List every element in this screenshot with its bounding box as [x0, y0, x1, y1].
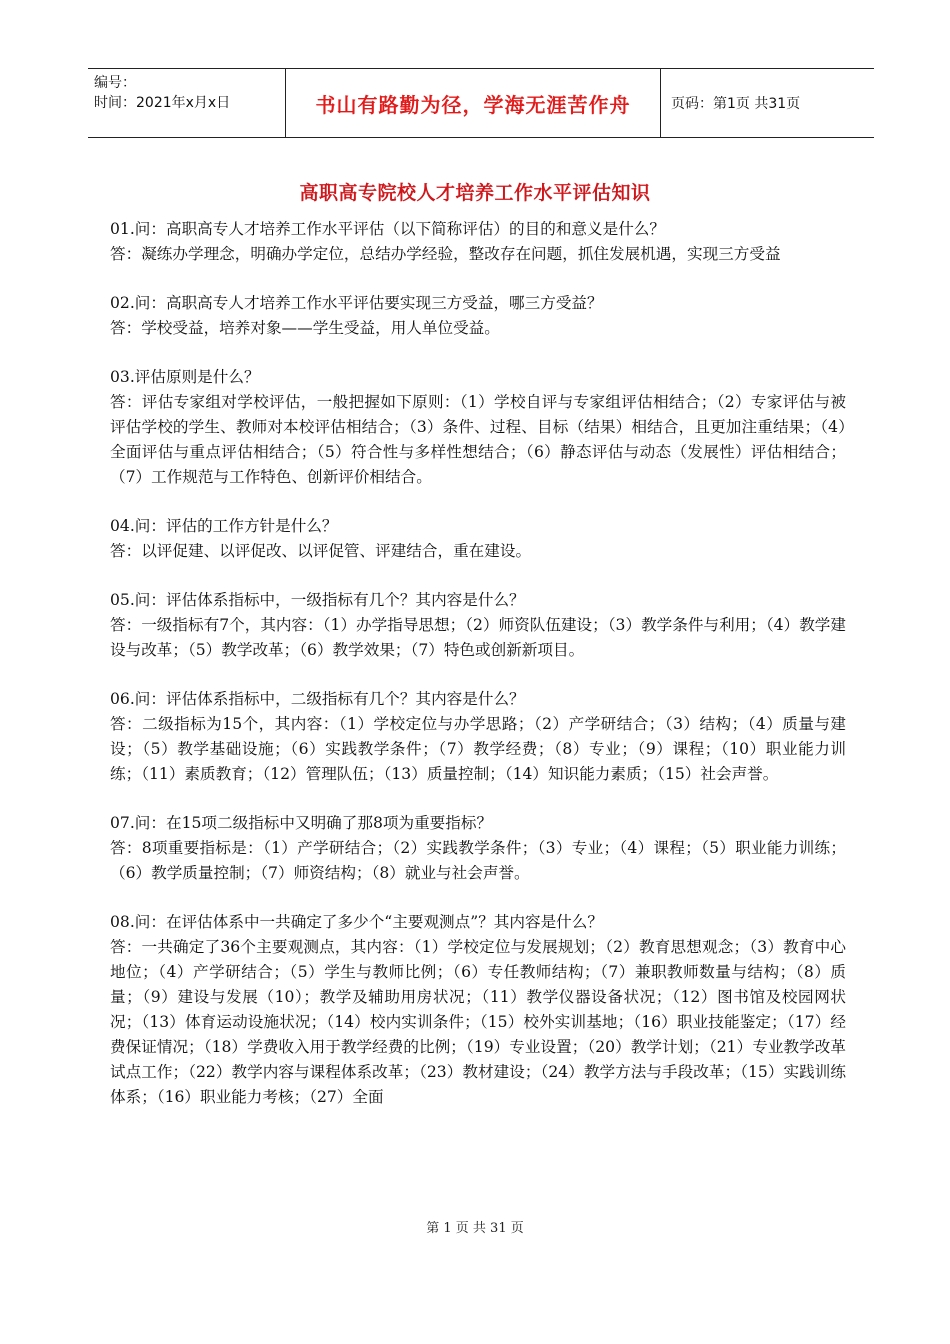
question: 04.问：评估的工作方针是什么？: [110, 517, 338, 535]
answer: 答：凝练办学理念，明确办学定位，总结办学经验，整改存在问题，抓住发展机遇，实现三方受益: [110, 245, 781, 263]
answer: 答：二级指标为15个，其内容：（1）学校定位与办学思路；（2）产学研结合；（3）结构；（4）质量与建设；（5）教学基础设施；（6）实践教学条件；（7）教学经费；（8）专业；（9）课程；（10）职业能力训练；（11）素质教育；（12）管理队伍；（13）质量控制；（14）知识能力素质；（15）社会声誉。: [110, 715, 846, 783]
document-number: 编号：: [94, 75, 136, 91]
qa-item: [110, 365, 846, 490]
answer: 答：一级指标有7个，其内容：（1）办学指导思想；（2）师资队伍建设；（3）教学条件与利用；（4）教学建设与改革；（5）教学改革；（6）教学效果；（7）特色或创新新项目。: [110, 616, 846, 659]
answer: 答：一共确定了36个主要观测点，其内容：（1）学校定位与发展规划；（2）教育思想观念；（3）教育中心地位；（4）产学研结合；（5）学生与教师比例；（6）专任教师结构；（7）兼职教师数量与结构；（8）质量；（9）建设与发展（10）；教学及辅助用房状况；（11）教学仪器设备状况；（12）图书馆及校园网状况；（13）体育运动设施状况；（14）校内实训条件；（15）校外实训基地；（16）职业技能鉴定；（17）经费保证情况；（18）学费收入用于教学经费的比例；（19）专业设置；（20）教学计划；（21）专业教学改革试点工作；（22）教学内容与课程体系改革；（23）教材建设；（24）教学方法与手段改革；（15）实践训练体系；（16）职业能力考核；（27）全面: [110, 938, 846, 1106]
question: 01.问：高职高专人才培养工作水平评估（以下简称评估）的目的和意义是什么？: [110, 220, 665, 238]
answer: 答：学校受益，培养对象——学生受益，用人单位受益。: [110, 319, 500, 337]
qa-item: [110, 910, 846, 1110]
answer: 答：以评促建、以评促改、以评促管、评建结合，重在建设。: [110, 542, 532, 560]
page-header: [88, 68, 874, 138]
question: 05.问：评估体系指标中，一级指标有几个？其内容是什么？: [110, 591, 525, 609]
question: 02.问：高职高专人才培养工作水平评估要实现三方受益，哪三方受益？: [110, 294, 603, 312]
question: 03.评估原则是什么？: [110, 368, 260, 386]
qa-item: [110, 811, 846, 886]
qa-item: [110, 217, 846, 267]
header-meta: [88, 69, 286, 137]
document-title: 高职高专院校人才培养工作水平评估知识: [299, 182, 651, 204]
header-page-info: 页码：第1页 共31页: [671, 96, 801, 112]
answer: 答：8项重要指标是：（1）产学研结合；（2）实践教学条件；（3）专业；（4）课程；（5）职业能力训练；（6）教学质量控制；（7）师资结构；（8）就业与社会声誉。: [110, 839, 846, 882]
answer: 答：评估专家组对学校评估，一般把握如下原则：（1）学校自评与专家组评估相结合；（2）专家评估与被评估学校的学生、教师对本校评估相结合；（3）条件、过程、目标（结果）相结合，且更加注重结果；（4）全面评估与重点评估相结合；（5）符合性与多样性想结合；（6）静态评估与动态（发展性）评估相结合；（7）工作规范与工作特色、创新评价相结合。: [110, 393, 846, 486]
qa-item: [110, 588, 846, 663]
document-time: 时间：2021年x月x日: [94, 95, 231, 111]
question: 06.问：评估体系指标中，二级指标有几个？其内容是什么？: [110, 690, 525, 708]
header-motto: 书山有路勤为径，学海无涯苦作舟: [286, 69, 661, 137]
question: 08.问：在评估体系中一共确定了多少个“主要观测点”？其内容是什么？: [110, 913, 603, 931]
qa-item: [110, 291, 846, 341]
qa-list: [110, 217, 846, 1134]
page-footer: 第 1 页 共 31 页: [426, 1221, 524, 1236]
qa-item: [110, 514, 846, 564]
question: 07.问：在15项二级指标中又明确了那8项为重要指标？: [110, 814, 493, 832]
qa-item: [110, 687, 846, 787]
